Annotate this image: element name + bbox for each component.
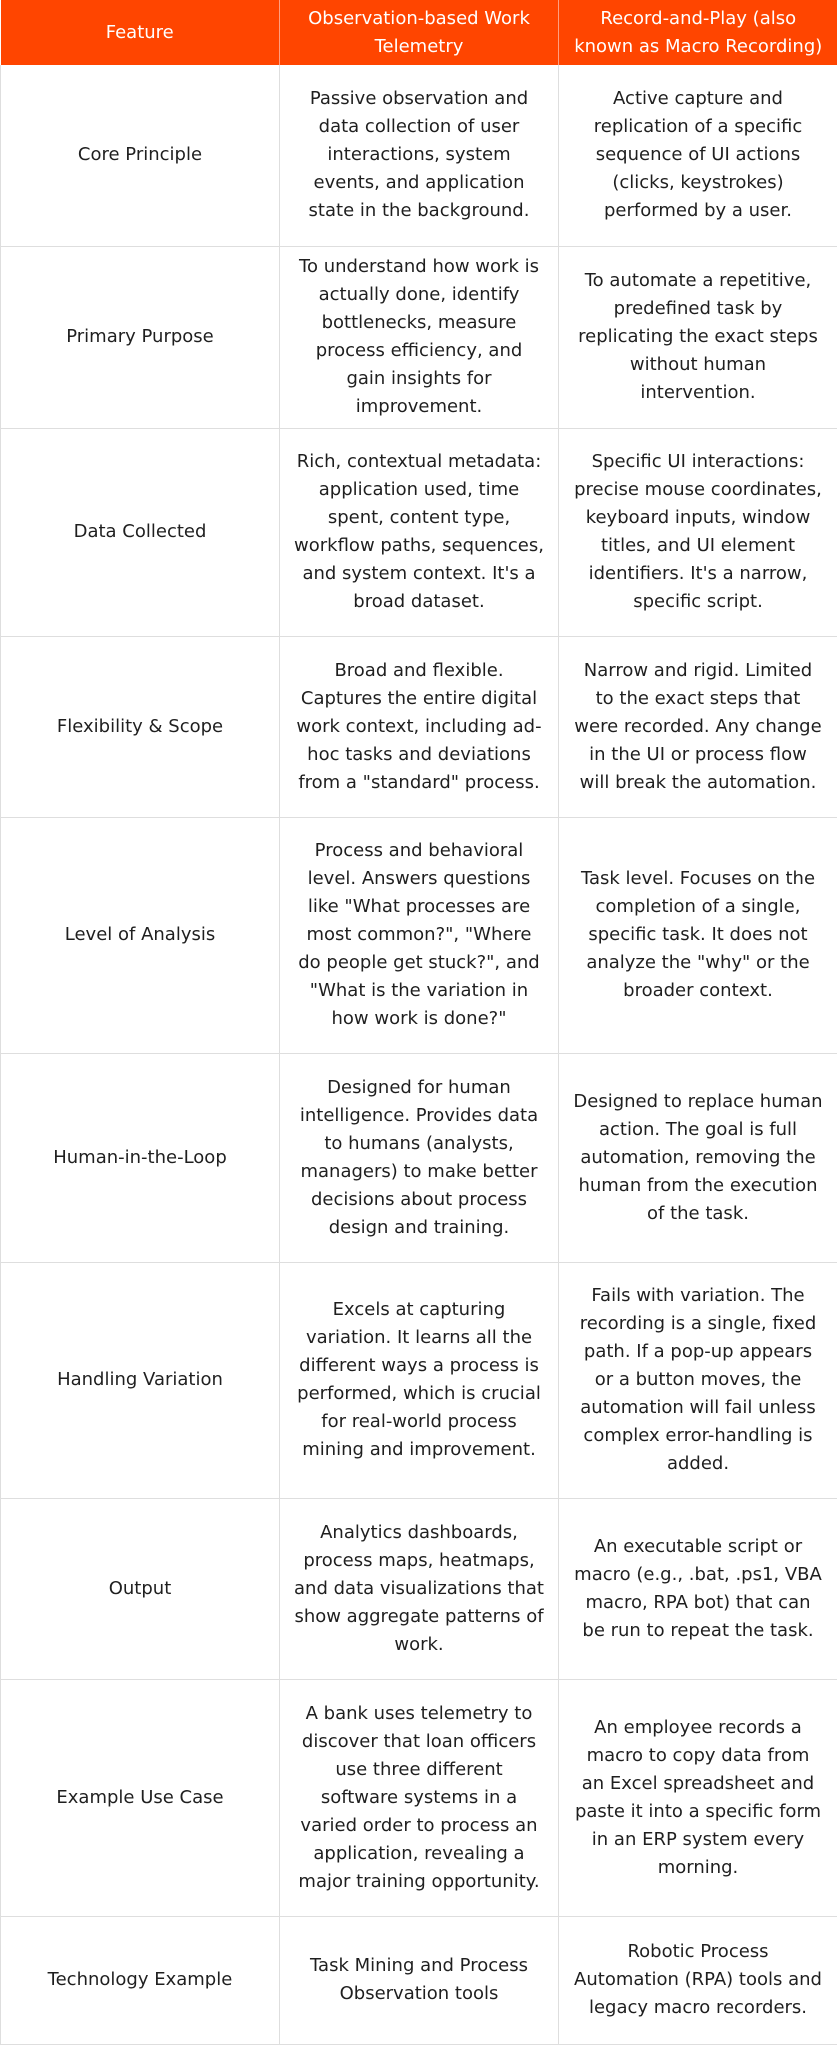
table-row [1, 1053, 837, 1262]
feature-cell: Human-in-the-Loop [1, 1053, 280, 1262]
header-feature: Feature [1, 0, 280, 65]
table-row [1, 1498, 837, 1679]
table-row [1, 65, 837, 246]
table-row [1, 636, 837, 817]
telemetry-cell: Passive observation and data collection of user interactions, system events, and application state in the background. [280, 65, 559, 246]
record-play-cell: Robotic Process Automation (RPA) tools and legacy macro recorders. [559, 1916, 837, 2044]
record-play-cell: Narrow and rigid. Limited to the exact steps that were recorded. Any change in the UI or process flow will break the automation. [559, 636, 837, 817]
record-play-cell: Specific UI interactions: precise mouse coordinates, keyboard inputs, window titles, and UI element identifiers. It's a narrow, specific script. [559, 428, 837, 636]
table-row [1, 817, 837, 1053]
table-row [1, 1916, 837, 2044]
telemetry-cell: Excels at capturing variation. It learns all the different ways a process is performed, which is crucial for real-world process mining and improvement. [280, 1262, 559, 1498]
telemetry-cell: Designed for human intelligence. Provides data to humans (analysts, managers) to make better decisions about process design and training. [280, 1053, 559, 1262]
feature-cell: Output [1, 1498, 280, 1679]
header-row [1, 0, 837, 65]
telemetry-cell: Rich, contextual metadata: application used, time spent, content type, workflow paths, sequences, and system context. It's a broad dataset. [280, 428, 559, 636]
feature-cell: Primary Purpose [1, 246, 280, 428]
feature-cell: Technology Example [1, 1916, 280, 2044]
record-play-cell: To automate a repetitive, predefined task by replicating the exact steps without human intervention. [559, 246, 837, 428]
feature-cell: Core Principle [1, 65, 280, 246]
feature-cell: Example Use Case [1, 1679, 280, 1916]
telemetry-cell: Process and behavioral level. Answers questions like "What processes are most common?", "Where do people get stuck?", and "What is the variation in how work is done?" [280, 817, 559, 1053]
record-play-cell: An employee records a macro to copy data from an Excel spreadsheet and paste it into a specific form in an ERP system every morning. [559, 1679, 837, 1916]
telemetry-cell: Analytics dashboards, process maps, heatmaps, and data visualizations that show aggregate patterns of work. [280, 1498, 559, 1679]
feature-cell: Data Collected [1, 428, 280, 636]
header-record-play: Record-and-Play (also known as Macro Recording) [559, 0, 837, 65]
table-row [1, 1679, 837, 1916]
feature-cell: Handling Variation [1, 1262, 280, 1498]
table-row [1, 246, 837, 428]
record-play-cell: Fails with variation. The recording is a single, fixed path. If a pop-up appears or a button moves, the automation will fail unless complex error-handling is added. [559, 1262, 837, 1498]
table-body [1, 65, 837, 2044]
feature-cell: Flexibility & Scope [1, 636, 280, 817]
telemetry-cell: Broad and flexible. Captures the entire digital work context, including ad-hoc tasks and deviations from a "standard" process. [280, 636, 559, 817]
feature-cell: Level of Analysis [1, 817, 280, 1053]
record-play-cell: Task level. Focuses on the completion of a single, specific task. It does not analyze the "why" or the broader context. [559, 817, 837, 1053]
telemetry-cell: To understand how work is actually done, identify bottlenecks, measure process efficiency, and gain insights for improvement. [280, 246, 559, 428]
record-play-cell: An executable script or macro (e.g., .bat, .ps1, VBA macro, RPA bot) that can be run to repeat the task. [559, 1498, 837, 1679]
table-row [1, 428, 837, 636]
telemetry-cell: A bank uses telemetry to discover that loan officers use three different software systems in a varied order to process an application, revealing a major training opportunity. [280, 1679, 559, 1916]
record-play-cell: Active capture and replication of a specific sequence of UI actions (clicks, keystrokes) performed by a user. [559, 65, 837, 246]
table-header [1, 0, 837, 65]
telemetry-cell: Task Mining and Process Observation tools [280, 1916, 559, 2044]
table-row [1, 1262, 837, 1498]
header-telemetry: Observation-based Work Telemetry [280, 0, 559, 65]
record-play-cell: Designed to replace human action. The goal is full automation, removing the human from the execution of the task. [559, 1053, 837, 1262]
